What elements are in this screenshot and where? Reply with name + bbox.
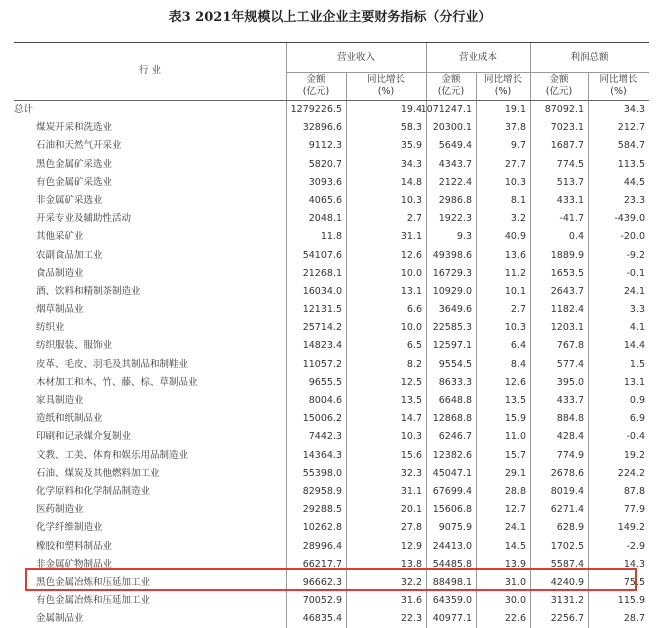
cell-profit-g: 44.5 xyxy=(623,176,645,188)
cell-profit-g: -0.1 xyxy=(626,267,645,279)
cell-rev-g: 13.5 xyxy=(400,395,422,406)
cell-cost-g: 27.7 xyxy=(504,158,526,170)
cell-profit: 5587.4 xyxy=(550,558,584,570)
cell-profit: 2256.7 xyxy=(550,613,584,625)
cell-rev-g: 6.5 xyxy=(406,340,422,352)
table-row xyxy=(14,174,649,192)
industry-name: 开采专业及辅助性活动 xyxy=(36,213,132,225)
cell-cost: 8633.3 xyxy=(438,376,472,388)
industry-name: 煤炭开采和洗选业 xyxy=(36,122,113,134)
cell-profit: 2678.6 xyxy=(550,467,584,479)
cell-profit: 395.0 xyxy=(556,376,584,388)
cell-cost: 12868.8 xyxy=(432,413,472,425)
cell-cost-g: 10.3 xyxy=(504,176,526,188)
cell-rev-g: 13.8 xyxy=(400,558,422,570)
industry-name: 非金属矿物制品业 xyxy=(36,558,113,570)
cell-cost-g: 31.0 xyxy=(504,576,526,588)
industry-name: 其他采矿业 xyxy=(36,231,84,243)
cell-cost-g: 30.0 xyxy=(504,595,526,607)
industry-name: 黑色金属冶炼和压延加工业 xyxy=(36,576,151,588)
cell-cost-g: 19.1 xyxy=(504,104,526,115)
industry-name: 文教、工美、体育和娱乐用品制造业 xyxy=(36,449,189,461)
header-cost-growth: 同比增长 (%) xyxy=(483,74,522,97)
cell-cost-g: 3.2 xyxy=(510,213,526,225)
cell-rev: 70052.9 xyxy=(302,595,342,607)
table-row xyxy=(14,447,649,465)
header-rev-growth: 同比增长 (%) xyxy=(366,74,405,97)
table-row xyxy=(14,247,649,265)
industry-name: 印刷和记录媒介复制业 xyxy=(36,431,132,443)
cell-cost-g: 11.0 xyxy=(504,431,526,443)
industry-name: 皮革、毛皮、羽毛及其制品和制鞋业 xyxy=(36,358,189,370)
cell-rev: 14364.3 xyxy=(302,449,342,461)
cell-profit-g: -2.9 xyxy=(626,540,645,552)
cell-profit: 8019.4 xyxy=(550,485,584,497)
table-title: 表3 2021年规模以上工业企业主要财务指标（分行业） xyxy=(168,10,492,25)
cell-cost-g: 9.7 xyxy=(510,140,526,152)
cell-rev-g: 35.9 xyxy=(400,140,422,152)
cell-cost: 3649.6 xyxy=(438,304,472,316)
cell-cost-g: 15.7 xyxy=(504,449,526,461)
cell-cost: 4343.7 xyxy=(438,158,472,170)
cell-cost-g: 6.4 xyxy=(510,340,526,352)
cell-cost: 45047.1 xyxy=(432,467,472,479)
cell-rev: 96662.3 xyxy=(302,576,342,588)
cell-rev: 5820.7 xyxy=(308,158,342,170)
cell-rev: 82958.9 xyxy=(302,485,342,497)
table-row xyxy=(14,483,649,501)
cell-rev-g: 12.9 xyxy=(400,540,422,552)
cell-profit-g: 87.8 xyxy=(623,485,645,497)
table-row xyxy=(14,556,649,574)
cell-cost: 24413.0 xyxy=(432,540,472,552)
cell-rev-g: 10.0 xyxy=(400,267,422,279)
industry-name: 纺织服装、服饰业 xyxy=(36,340,113,352)
header-revenue: 营业收入 xyxy=(336,52,375,63)
cell-cost-g: 2.7 xyxy=(510,304,526,316)
industry-name: 化学纤维制造业 xyxy=(36,522,103,534)
cell-rev: 12131.5 xyxy=(302,304,342,316)
table-row xyxy=(14,428,649,446)
table-row xyxy=(14,119,649,137)
table-row xyxy=(14,137,649,155)
cell-rev-g: 10.3 xyxy=(400,194,422,206)
cell-cost-g: 12.7 xyxy=(504,504,526,516)
industry-name: 木材加工和木、竹、藤、棕、草制品业 xyxy=(36,376,198,388)
cell-rev: 54107.6 xyxy=(302,249,342,261)
cell-cost: 9554.5 xyxy=(438,358,472,370)
cell-cost-g: 10.3 xyxy=(504,322,526,334)
cell-rev: 11.8 xyxy=(320,231,342,243)
cell-cost-g: 10.1 xyxy=(504,285,526,297)
cell-profit-g: 6.9 xyxy=(629,413,645,425)
table-row xyxy=(14,610,649,628)
cell-cost: 1922.3 xyxy=(438,213,472,225)
cell-profit-g: 115.9 xyxy=(617,595,645,607)
cell-rev-g: 31.1 xyxy=(400,485,422,497)
table-row xyxy=(14,228,649,246)
industry-name: 化学原料和化学制品制造业 xyxy=(36,485,151,497)
table-row xyxy=(14,156,649,174)
cell-profit-g: -20.0 xyxy=(620,231,645,243)
table-row xyxy=(14,374,649,392)
cell-profit: 577.4 xyxy=(556,358,584,370)
cell-profit: 6271.4 xyxy=(550,504,584,516)
cell-rev: 2048.1 xyxy=(308,213,342,225)
cell-profit: 628.9 xyxy=(556,522,584,534)
cell-profit-g: 23.3 xyxy=(623,194,645,206)
industry-name: 橡胶和塑料制品业 xyxy=(36,540,113,552)
table-row xyxy=(14,501,649,519)
table-row xyxy=(14,465,649,483)
table-row xyxy=(14,356,649,374)
cell-rev: 21268.1 xyxy=(302,267,342,279)
cell-rev: 11057.2 xyxy=(302,358,342,370)
cell-profit: 4240.9 xyxy=(550,576,584,588)
header-profit: 利润总额 xyxy=(570,52,609,63)
cell-cost: 10929.0 xyxy=(432,285,472,297)
cell-cost: 20300.1 xyxy=(432,122,472,134)
header-cost: 营业成本 xyxy=(458,52,497,63)
cell-cost-g: 11.2 xyxy=(504,267,526,279)
table-row xyxy=(14,538,649,556)
table-row xyxy=(14,337,649,355)
cell-rev: 15006.2 xyxy=(302,413,342,425)
cell-profit-g: 4.1 xyxy=(629,322,645,334)
cell-rev: 8004.6 xyxy=(308,395,342,406)
cell-rev-g: 13.1 xyxy=(400,285,422,297)
industry-name: 纺织业 xyxy=(36,322,65,334)
cell-cost: 6246.7 xyxy=(438,431,472,443)
cell-profit: -41.7 xyxy=(559,213,584,225)
cell-profit: 0.4 xyxy=(568,231,584,243)
cell-cost-g: 14.5 xyxy=(504,540,526,552)
cell-rev: 1279226.5 xyxy=(290,104,342,115)
cell-cost-g: 22.6 xyxy=(504,613,526,625)
table-row xyxy=(14,210,649,228)
finance-table xyxy=(14,42,649,628)
cell-cost: 1071247.1 xyxy=(420,104,472,115)
table-row xyxy=(14,301,649,319)
cell-cost-g: 12.6 xyxy=(504,376,526,388)
cell-cost-g: 8.1 xyxy=(510,194,526,206)
industry-name: 农副食品加工业 xyxy=(36,249,103,261)
cell-profit-g: -9.2 xyxy=(626,249,645,261)
cell-rev: 55398.0 xyxy=(302,467,342,479)
cell-rev-g: 31.6 xyxy=(400,595,422,607)
table-row xyxy=(14,592,649,610)
cell-cost: 54485.8 xyxy=(432,558,472,570)
cell-profit: 884.8 xyxy=(556,413,584,425)
cell-profit: 1203.1 xyxy=(550,322,584,334)
cell-rev-g: 8.2 xyxy=(406,358,422,370)
cell-profit-g: 34.3 xyxy=(623,104,645,115)
cell-rev-g: 19.4 xyxy=(400,104,422,115)
cell-cost: 2986.8 xyxy=(438,194,472,206)
cell-profit: 1889.9 xyxy=(550,249,584,261)
cell-rev-g: 15.6 xyxy=(400,449,422,461)
header-profit-amount: 金额 (亿元) xyxy=(545,74,573,97)
table-row xyxy=(14,392,649,410)
cell-cost-g: 8.4 xyxy=(510,358,526,370)
cell-cost-g: 13.9 xyxy=(504,558,526,570)
cell-profit: 433.1 xyxy=(556,194,584,206)
industry-name: 家具制造业 xyxy=(36,395,84,406)
cell-rev: 3093.6 xyxy=(308,176,342,188)
cell-cost: 16729.3 xyxy=(432,267,472,279)
cell-cost: 12382.6 xyxy=(432,449,472,461)
cell-rev-g: 34.3 xyxy=(400,158,422,170)
cell-rev-g: 31.1 xyxy=(400,231,422,243)
cell-profit-g: 14.3 xyxy=(623,558,645,570)
cell-cost: 67699.4 xyxy=(432,485,472,497)
cell-profit-g: 28.7 xyxy=(623,613,645,625)
cell-profit-g: 149.2 xyxy=(617,522,645,534)
cell-rev-g: 6.6 xyxy=(406,304,422,316)
industry-name: 造纸和纸制品业 xyxy=(36,413,103,425)
cell-rev-g: 20.1 xyxy=(400,504,422,516)
table-body xyxy=(14,101,649,628)
cell-profit-g: 212.7 xyxy=(617,122,645,134)
cell-profit: 513.7 xyxy=(556,176,584,188)
cell-profit: 1182.4 xyxy=(550,304,584,316)
cell-rev: 10262.8 xyxy=(302,522,342,534)
cell-cost-g: 40.9 xyxy=(504,231,526,243)
industry-name: 酒、饮料和精制茶制造业 xyxy=(36,285,141,297)
cell-profit-g: 584.7 xyxy=(617,140,645,152)
cell-cost: 9075.9 xyxy=(438,522,472,534)
cell-profit: 774.9 xyxy=(556,449,584,461)
cell-cost: 49398.6 xyxy=(432,249,472,261)
table-row xyxy=(14,519,649,537)
table-header xyxy=(14,43,649,101)
cell-rev: 29288.5 xyxy=(302,504,342,516)
table-row xyxy=(14,410,649,428)
cell-cost-g: 37.8 xyxy=(504,122,526,134)
cell-profit-g: 75.5 xyxy=(623,576,645,588)
cell-profit-g: 113.5 xyxy=(617,158,645,170)
industry-name: 金属制品业 xyxy=(36,613,84,625)
cell-rev: 14823.4 xyxy=(302,340,342,352)
cell-profit-g: 24.1 xyxy=(623,285,645,297)
cell-cost: 12597.1 xyxy=(432,340,472,352)
cell-rev: 28996.4 xyxy=(302,540,342,552)
cell-profit-g: 0.9 xyxy=(629,395,645,406)
cell-cost: 88498.1 xyxy=(432,576,472,588)
cell-cost: 15606.8 xyxy=(432,504,472,516)
cell-rev-g: 22.3 xyxy=(400,613,422,625)
cell-profit-g: -439.0 xyxy=(614,213,645,225)
cell-profit-g: 19.2 xyxy=(623,449,645,461)
table-row xyxy=(14,101,649,119)
cell-rev: 16034.0 xyxy=(302,285,342,297)
cell-cost: 22585.3 xyxy=(432,322,472,334)
cell-rev: 9112.3 xyxy=(308,140,342,152)
cell-cost: 40977.1 xyxy=(432,613,472,625)
cell-profit: 1687.7 xyxy=(550,140,584,152)
cell-cost-g: 28.8 xyxy=(504,485,526,497)
cell-rev-g: 2.7 xyxy=(406,213,422,225)
cell-profit-g: 224.2 xyxy=(617,467,645,479)
cell-rev-g: 32.2 xyxy=(400,576,422,588)
cell-cost-g: 24.1 xyxy=(504,522,526,534)
header-rev-amount: 金额 (亿元) xyxy=(302,74,330,97)
cell-rev: 7442.3 xyxy=(308,431,342,443)
cell-rev-g: 10.3 xyxy=(400,431,422,443)
cell-profit: 428.4 xyxy=(556,431,584,443)
table-row xyxy=(14,192,649,210)
cell-cost: 9.3 xyxy=(456,231,472,243)
cell-cost: 6648.8 xyxy=(438,395,472,406)
cell-rev: 25714.2 xyxy=(302,322,342,334)
cell-rev-g: 10.0 xyxy=(400,322,422,334)
cell-cost: 64359.0 xyxy=(432,595,472,607)
header-profit-growth: 同比增长 (%) xyxy=(599,74,638,97)
cell-cost: 2122.4 xyxy=(438,176,472,188)
cell-profit: 774.5 xyxy=(556,158,584,170)
cell-profit-g: 3.3 xyxy=(629,304,645,316)
cell-cost-g: 13.6 xyxy=(504,249,526,261)
cell-cost-g: 13.5 xyxy=(504,395,526,406)
cell-rev-g: 14.8 xyxy=(400,176,422,188)
cell-profit-g: 13.1 xyxy=(623,376,645,388)
cell-rev: 32896.6 xyxy=(302,122,342,134)
cell-cost-g: 29.1 xyxy=(504,467,526,479)
industry-name: 有色金属矿采选业 xyxy=(36,176,113,188)
cell-profit-g: 77.9 xyxy=(623,504,645,516)
cell-rev: 66217.7 xyxy=(302,558,342,570)
cell-rev: 46835.4 xyxy=(302,613,342,625)
cell-profit: 2643.7 xyxy=(550,285,584,297)
cell-rev-g: 12.5 xyxy=(400,376,422,388)
industry-name: 石油、煤炭及其他燃料加工业 xyxy=(36,467,160,479)
cell-profit: 433.7 xyxy=(556,395,584,406)
cell-rev-g: 58.3 xyxy=(400,122,422,134)
cell-profit: 87092.1 xyxy=(544,104,584,115)
cell-profit: 767.8 xyxy=(556,340,584,352)
cell-profit-g: -0.4 xyxy=(626,431,645,443)
cell-profit: 1653.5 xyxy=(550,267,584,279)
industry-name: 食品制造业 xyxy=(36,267,84,279)
table-row xyxy=(14,574,649,592)
cell-profit-g: 14.4 xyxy=(623,340,645,352)
cell-rev-g: 32.3 xyxy=(400,467,422,479)
table-row xyxy=(14,283,649,301)
cell-profit: 3131.2 xyxy=(550,595,584,607)
cell-cost: 5649.4 xyxy=(438,140,472,152)
cell-rev-g: 27.8 xyxy=(400,522,422,534)
industry-name: 黑色金属矿采选业 xyxy=(36,158,113,170)
industry-name: 医药制造业 xyxy=(36,504,84,516)
cell-rev: 9655.5 xyxy=(308,376,342,388)
header-industry: 行 业 xyxy=(138,65,162,76)
header-cost-amount: 金额 (亿元) xyxy=(437,74,465,97)
industry-name: 石油和天然气开采业 xyxy=(36,140,122,152)
industry-name: 非金属矿采选业 xyxy=(36,194,103,206)
cell-rev-g: 14.7 xyxy=(400,413,422,425)
table-row xyxy=(14,265,649,283)
industry-name: 总计 xyxy=(14,104,34,115)
cell-profit: 7023.1 xyxy=(550,122,584,134)
cell-profit: 1702.5 xyxy=(550,540,584,552)
cell-rev: 4065.6 xyxy=(308,194,342,206)
industry-name: 烟草制品业 xyxy=(36,304,84,316)
table-row xyxy=(14,319,649,337)
cell-cost-g: 15.9 xyxy=(504,413,526,425)
cell-rev-g: 12.6 xyxy=(400,249,422,261)
cell-profit-g: 1.5 xyxy=(629,358,645,370)
industry-name: 有色金属冶炼和压延加工业 xyxy=(36,595,151,607)
